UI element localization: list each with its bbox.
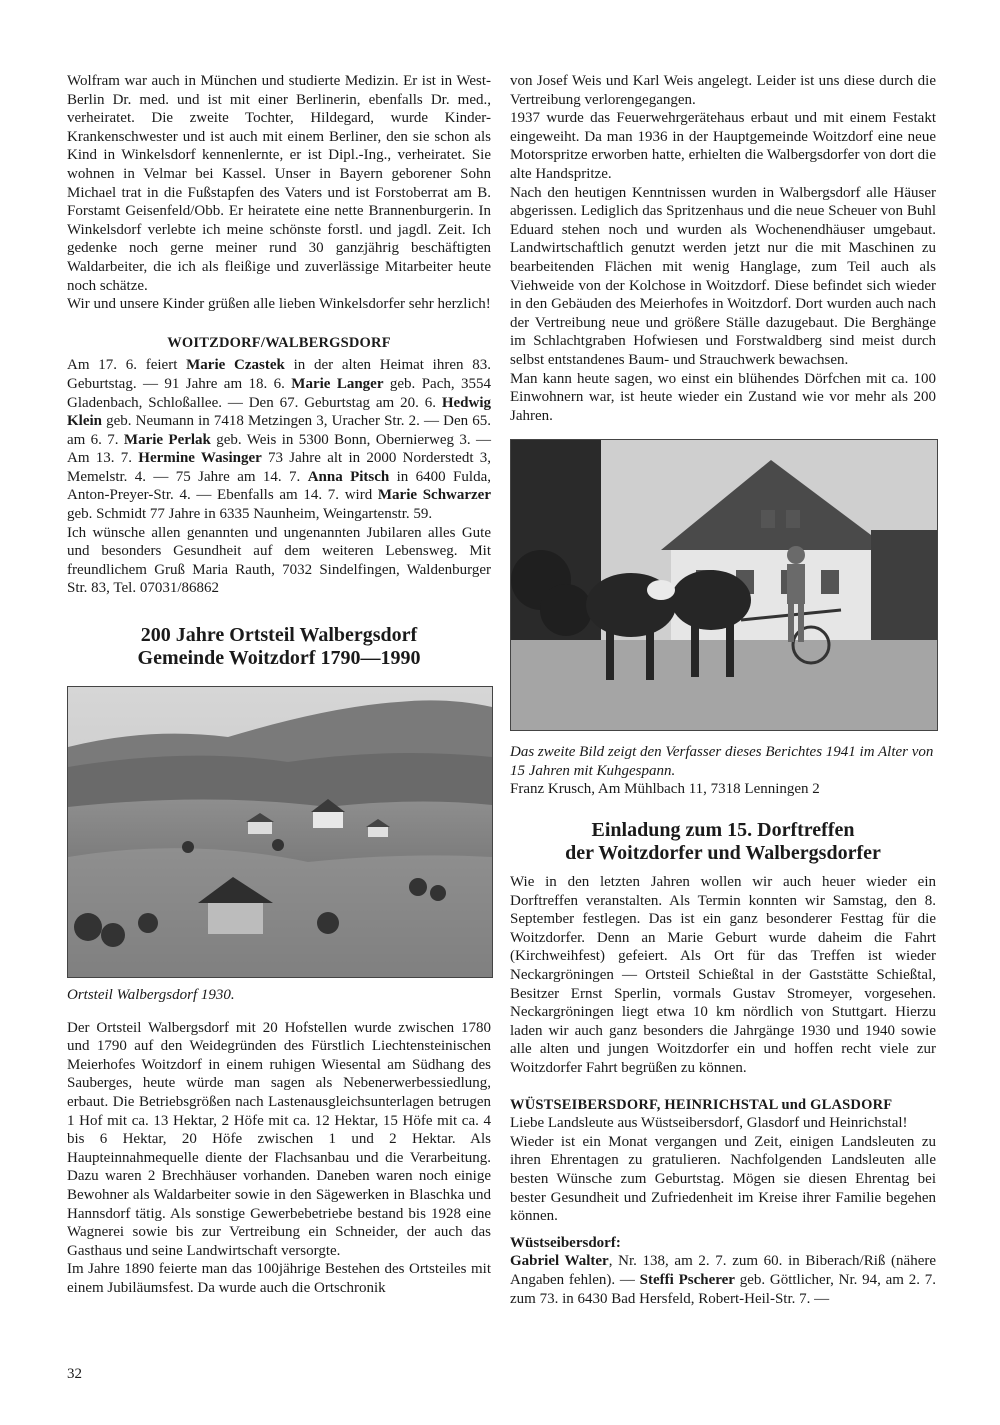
photo-caption: Das zweite Bild zeigt den Verfasser dieses Berichtes 1941 im Alter von 15 Jahren mit Kuhgespann. xyxy=(510,744,934,779)
author-line: Franz Krusch, Am Mühlbach 11, 7318 Lenningen 2 xyxy=(510,781,820,798)
paragraph: Wir und unsere Kinder grüßen alle lieben Winkelsdorfer sehr herzlich! xyxy=(67,296,491,313)
paragraph: Ich wünsche allen genannten und ungenannten Jubilaren alles Gute und besonders Gesundheit auf dem weiteren Lebensweg. Mit freundlichem Gruß Maria Rauth, 7032 Sindelfingen, Waldenburger Str. 83, Tel. 07031/86862 xyxy=(67,524,491,597)
paragraph: Wieder ist ein Monat vergangen und Zeit, einigen Landsleuten zu ihren Ehrentagen zu gratulieren. Nachfolgenden Landsleuten alle besten Wünsche zum Geburtstag. Mögen sie diesen Ehrentag bei bester Gesundheit und Zufriedenheit im Kreise ihrer Familie begehen können. xyxy=(510,1133,936,1225)
page-number: 32 xyxy=(67,1366,82,1382)
left-column xyxy=(67,72,491,1298)
article-title: Einladung zum 15. Dorftreffen der Woitzdorfer und Walbergsdorfer xyxy=(565,819,881,865)
section-heading-wuestseibersdorf: WÜSTSEIBERSDORF, HEINRICHSTAL und GLASDORF xyxy=(510,1096,893,1113)
section-heading-woitzdorf: WOITZDORF/WALBERGSDORF xyxy=(167,334,391,351)
paragraph: von Josef Weis und Karl Weis angelegt. Leider ist uns diese durch die Vertreibung verlorengegangen. xyxy=(510,73,936,108)
paragraph: Wie in den letzten Jahren wollen wir auch heuer wieder ein Dorftreffen veranstalten. Als Termin konnten wir Samstag, den 8. September festlegen. Das ist ein ganz besonderer Festtag für die Woitzdorfer. Denn an Marie Geburt wurde daheim die Fahrt (Kirchweihfest) gefeiert. Als Ort für das Treffen ist wieder Neckargröningen — Ortsteil Schießtal in der Gaststätte Schießtal, Besitzer Ernst Sperlin, vormals Gustav Stromeyer, vorgesehen. Neckargröningen liegt etwa 10 km nördlich von Stuttgart. Hierzu laden wir auch ganz besonders die Jahrgänge 1930 und 1940 sowie alle alten und jungen Woitzdorfer ein und hoffen recht viele zur Woitzdorfer Fahrt begrüßen zu können. xyxy=(510,874,936,1076)
paragraph: Der Ortsteil Walbergsdorf mit 20 Hofstellen wurde zwischen 1780 und 1790 auf den Weidegründen des Fürstlich Liechtensteinischen Meierhofes Woitzdorf in einem ruhigen Wiesental am Südhang des Sauberges, heute würde man sagen als Nebenerwerbessiedlung, erbaut. Die Betriebsgrößen nach Lastenausgleichsunterlagen betrugen 1 Hof mit ca. 13 Hektar, 2 Höfe mit ca. 12 Hektar, 15 Höfe mit ca. 4 bis 6 Hektar, 20 Höfe zwischen 1 und 2 Hektar. Als Haupteinnahmequelle diente der Flachsanbau und die Verarbeitung. Dazu waren 2 Brechhäuser vorhanden. Daneben waren noch einige Bewohner als Waldarbeiter sowie in den Sägewerken in Blaschka und Hannsdorf tätig. Als sonstige Gewerbebetriebe bestand bis 1928 eine Wagnerei sowie bis zur Vertreibung ein Schneider, der auch das Gasthaus und seine Landwirtschaft versorgte. xyxy=(67,1019,491,1259)
birthday-list-woitzdorf: Am 17. 6. feiert Marie Czastek in der alten Heimat ihren 83. Geburtstag. — 91 Jahre am 18. 6. Marie Langer geb. Pach, 3554 Gladenbach, Schloßallee. — Den 67. Geburtstag am 20. 6. Hedwig Klein geb. Neumann in 7418 Metzingen 3, Uracher Str. 2. — Den 65. am 6. 7. Marie Perlak geb. Weis in 5300 Bonn, Obernierweg 3. — Am 13. 7. Hermine Wasinger 73 Jahre alt in 2000 Norderstedt 3, Memelstr. 4. — 75 Jahre am 14. 7. Anna Pitsch in 6400 Fulda, Anton-Preyer-Str. 4. — Ebenfalls am 14. 7. wird Marie Schwarzer geb. Schmidt 77 Jahre in 6335 Naunheim, Weingartenstr. 59. xyxy=(67,357,492,523)
photo-caption: Ortsteil Walbergsdorf 1930. xyxy=(67,987,235,1004)
birthday-list-wuestseibersdorf: Gabriel Walter, Nr. 138, am 2. 7. zum 60. in Biberach/Riß (nähere Angaben fehlen). — Steffi Pscherer geb. Göttlicher, Nr. 94, am 2. 7. zum 73. in 6430 Bad Hersfeld, Robert-Heil-Str. 7. — xyxy=(510,1253,936,1307)
landscape-photo xyxy=(67,686,493,978)
paragraph: Wolfram war auch in München und studierte Medizin. Er ist in West-Berlin Dr. med. und ist mit einer Berlinerin, ebenfalls Dr. med., verheiratet. Die zweite Tochter, Hildegard, wurde Kinder-Krankenschwester und ist auch mit einem Berliner, den sie schon als Kind in Winkelsdorf kennenlernte, er ist Dipl.-Ing., verheiratet. Sie wohnen in Velmar bei Kassel. Unser in Bayern geborener Sohn Michael trat in die Fußstapfen des Vaters und ist Forstoberrat am B. Forstamt Geisenfeld/Obb. Er heiratete eine nette Brannenburgerin. In Winkelsdorf verlebte ich meine schönste forstl. und jagdl. Zeit. Ich gedenke noch gerne meiner rund 30 ganzjährig beschäftigten Waldarbeiter, die ich als fleißige und zuverlässige Mitarbeiter heute noch schätze. xyxy=(67,73,491,294)
article-title: 200 Jahre Ortsteil Walbergsdorf Gemeinde Woitzdorf 1790—1990 xyxy=(137,624,421,670)
subsection-heading: Wüstseibersdorf: xyxy=(510,1234,621,1251)
right-column xyxy=(510,72,936,1308)
paragraph: Im Jahre 1890 feierte man das 100jährige Bestehen des Ortsteiles mit einem Jubiläumsfest. Da wurde auch die Ortschronik xyxy=(67,1261,491,1296)
paragraph: Man kann heute sagen, wo einst ein blühendes Dörfchen mit ca. 100 Einwohnern war, ist heute wieder ein Zustand wie vor mehr als 200 Jahren. xyxy=(510,370,936,424)
farm-photo xyxy=(510,439,938,731)
paragraph: 1937 wurde das Feuerwehrgerätehaus erbaut und mit einem Festakt eingeweiht. Da man 1936 in der Hauptgemeinde Woitzdorf eine neue Motorspritze erworben hatte, erhielten die Walbergsdorfer von dort die alte Handspritze. xyxy=(510,110,936,182)
paragraph: Nach den heutigen Kenntnissen wurden in Walbergsdorf alle Häuser abgerissen. Lediglich das Spritzenhaus und die neue Scheuer von Buhl Eduard stehen noch und wurden als Wochenendhäuser umgebaut. Landwirtschaftlich genutzt werden jetzt nur die mit Maschinen zu bearbeitenden Flächen mit wenig Hanglage, zum Teil auch als Viehweide von der Kolchose in Woitzdorf. Diese befindet sich wieder in den Gebäuden des Meierhofes in Woitzdorf. Dort wurden auch nach der Vertreibung neue und größere Ställe dazugebaut. Die Berghänge im Schlachtgraben Hofwiesen und Forstwaldberg sind meist durch selbst entstandenes Baum- und Strauchwerk bewachsen. xyxy=(510,184,936,368)
paragraph: Liebe Landsleute aus Wüstseibersdorf, Glasdorf und Heinrichstal! xyxy=(510,1115,908,1132)
